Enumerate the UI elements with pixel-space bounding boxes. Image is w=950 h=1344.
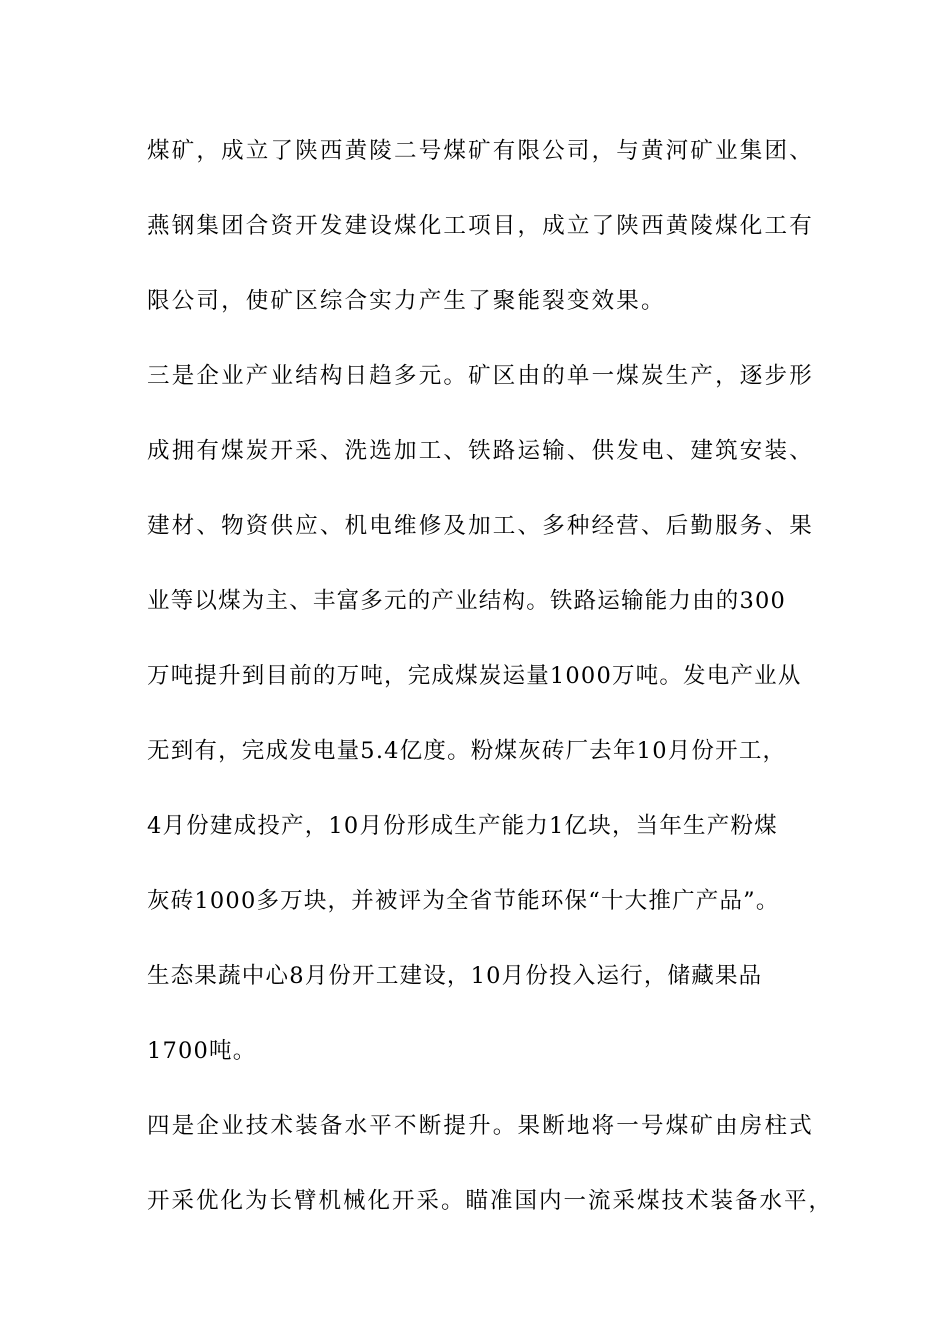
body-text-line: 无到有，完成发电量5.4亿度。粉煤灰砖厂去年10月份开工，: [147, 738, 787, 764]
body-text-line: 开采优化为长臂机械化开采。瞄准国内一流采煤技术装备水平，: [147, 1188, 834, 1214]
body-text-line: 生态果蔬中心8月份开工建设，10月份投入运行，储藏果品: [147, 963, 763, 989]
body-text-line: 建材、物资供应、机电维修及加工、多种经营、后勤服务、果: [147, 513, 814, 539]
body-text-line: 4月份建成投产，10月份形成生产能力1亿块，当年生产粉煤: [147, 813, 778, 839]
body-text-line: 限公司，使矿区综合实力产生了聚能裂变效果。: [147, 288, 666, 314]
body-text-line: 燕钢集团合资开发建设煤化工项目，成立了陕西黄陵煤化工有: [147, 213, 814, 239]
body-text-line: 灰砖1000多万块，并被评为全省节能环保“十大推广产品”。: [147, 888, 780, 914]
body-text-line: 业等以煤为主、丰富多元的产业结构。铁路运输能力由的300: [147, 588, 787, 614]
body-text-line: 煤矿，成立了陕西黄陵二号煤矿有限公司，与黄河矿业集团、: [147, 138, 814, 164]
body-text-line: 万吨提升到目前的万吨，完成煤炭运量1000万吨。发电产业从: [147, 663, 802, 689]
body-text-line: 成拥有煤炭开采、洗选加工、铁路运输、供发电、建筑安装、: [147, 438, 814, 464]
body-text-line: 四是企业技术装备水平不断提升。果断地将一号煤矿由房柱式: [147, 1113, 814, 1139]
body-text-line: 1700吨。: [147, 1038, 257, 1064]
body-text-line: 三是企业产业结构日趋多元。矿区由的单一煤炭生产，逐步形: [147, 363, 814, 389]
